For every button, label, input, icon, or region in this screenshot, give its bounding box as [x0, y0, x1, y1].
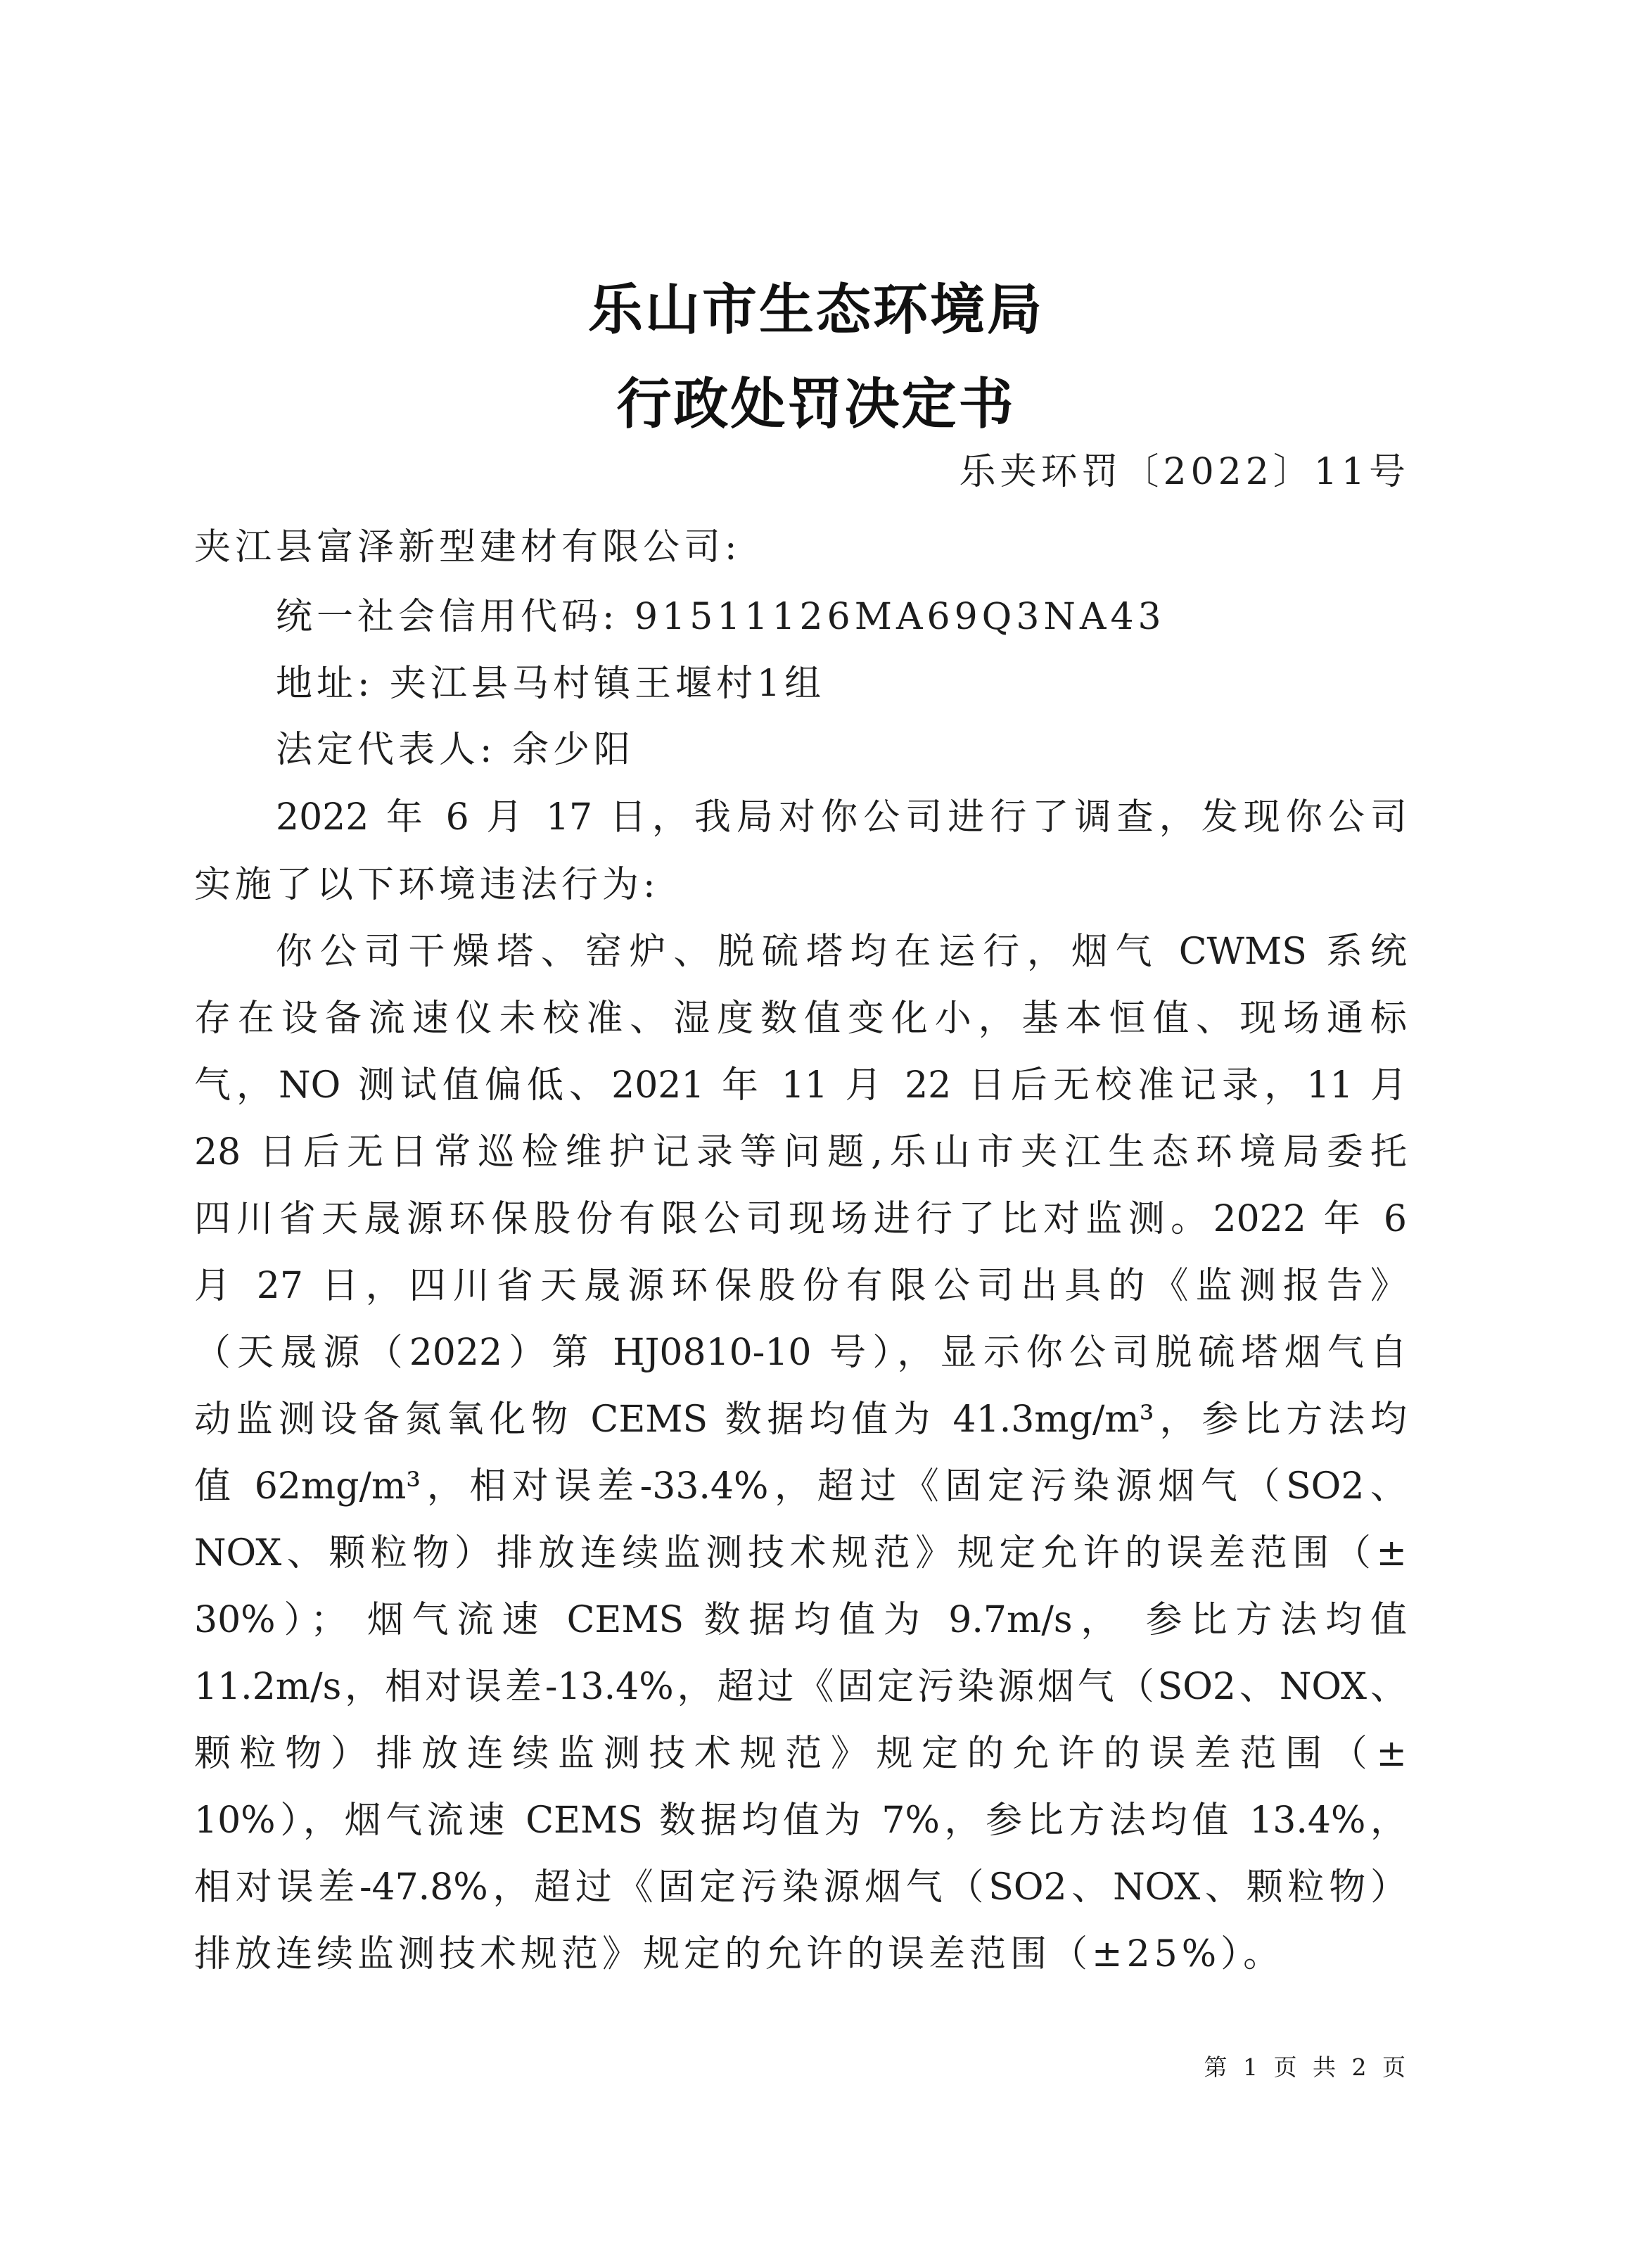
body-paragraph-line: 28 日后无日常巡检维护记录等问题,乐山市夹江生态环境局委托: [194, 1131, 1407, 1173]
body-paragraph-line: 四川省天晟源环保股份有限公司现场进行了比对监测。2022 年 6: [194, 1198, 1407, 1240]
body-paragraph-line: 排放连续监测技术规范》规定的允许的误差范围（±25%）。: [194, 1933, 1284, 1975]
document-number: 乐夹环罚〔2022〕11号: [959, 451, 1410, 493]
page-number-footer: 第 1 页 共 2 页: [1204, 2053, 1410, 2081]
legal-representative-line: 法定代表人: 余少阳: [276, 729, 635, 771]
body-paragraph-line: 相对误差-47.8%，超过《固定污染源烟气（SO2、NOX、颗粒物）: [194, 1866, 1407, 1909]
body-paragraph-line: 值 62mg/m³，相对误差-33.4%，超过《固定污染源烟气（SO2、: [194, 1465, 1407, 1508]
body-paragraph-line: 存在设备流速仪未校准、湿度数值变化小，基本恒值、现场通标: [194, 998, 1407, 1040]
address-line: 地址: 夹江县马村镇王堰村1组: [276, 663, 826, 705]
body-paragraph-line: 月 27 日，四川省天晟源环保股份有限公司出具的《监测报告》: [194, 1265, 1407, 1307]
body-paragraph-line: （天晟源（2022）第 HJ0810-10 号），显示你公司脱硫塔烟气自: [194, 1332, 1407, 1374]
body-paragraph-line: 11.2m/s，相对误差-13.4%，超过《固定污染源烟气（SO2、NOX、: [194, 1666, 1407, 1708]
body-paragraph-line: 实施了以下环境违法行为:: [194, 864, 660, 906]
body-paragraph-line: 30%）； 烟气流速 CEMS 数据均值为 9.7m/s， 参比方法均值: [194, 1599, 1407, 1641]
document-title-authority: 乐山市生态环境局: [587, 278, 1044, 342]
body-paragraph-line: 颗粒物）排放连续监测技术规范》规定的允许的误差范围（±: [194, 1733, 1407, 1775]
body-paragraph-line: 你公司干燥塔、窑炉、脱硫塔均在运行，烟气 CWMS 系统: [276, 931, 1407, 973]
body-paragraph-line: 2022 年 6 月 17 日，我局对你公司进行了调查，发现你公司: [276, 796, 1407, 839]
body-paragraph-line: 动监测设备氮氧化物 CEMS 数据均值为 41.3mg/m³，参比方法均: [194, 1399, 1407, 1441]
body-paragraph-line: 气，NO 测试值偏低、2021 年 11 月 22 日后无校准记录，11 月: [194, 1064, 1407, 1107]
document-title-type: 行政处罚决定书: [616, 372, 1016, 436]
credit-code-line: 统一社会信用代码: 91511126MA69Q3NA43: [276, 596, 1166, 638]
recipient-line: 夹江县富泽新型建材有限公司:: [194, 526, 741, 568]
body-paragraph-line: 10%），烟气流速 CEMS 数据均值为 7%，参比方法均值 13.4%，: [194, 1799, 1407, 1842]
body-paragraph-line: NOX、颗粒物）排放连续监测技术规范》规定允许的误差范围（±: [194, 1532, 1407, 1574]
